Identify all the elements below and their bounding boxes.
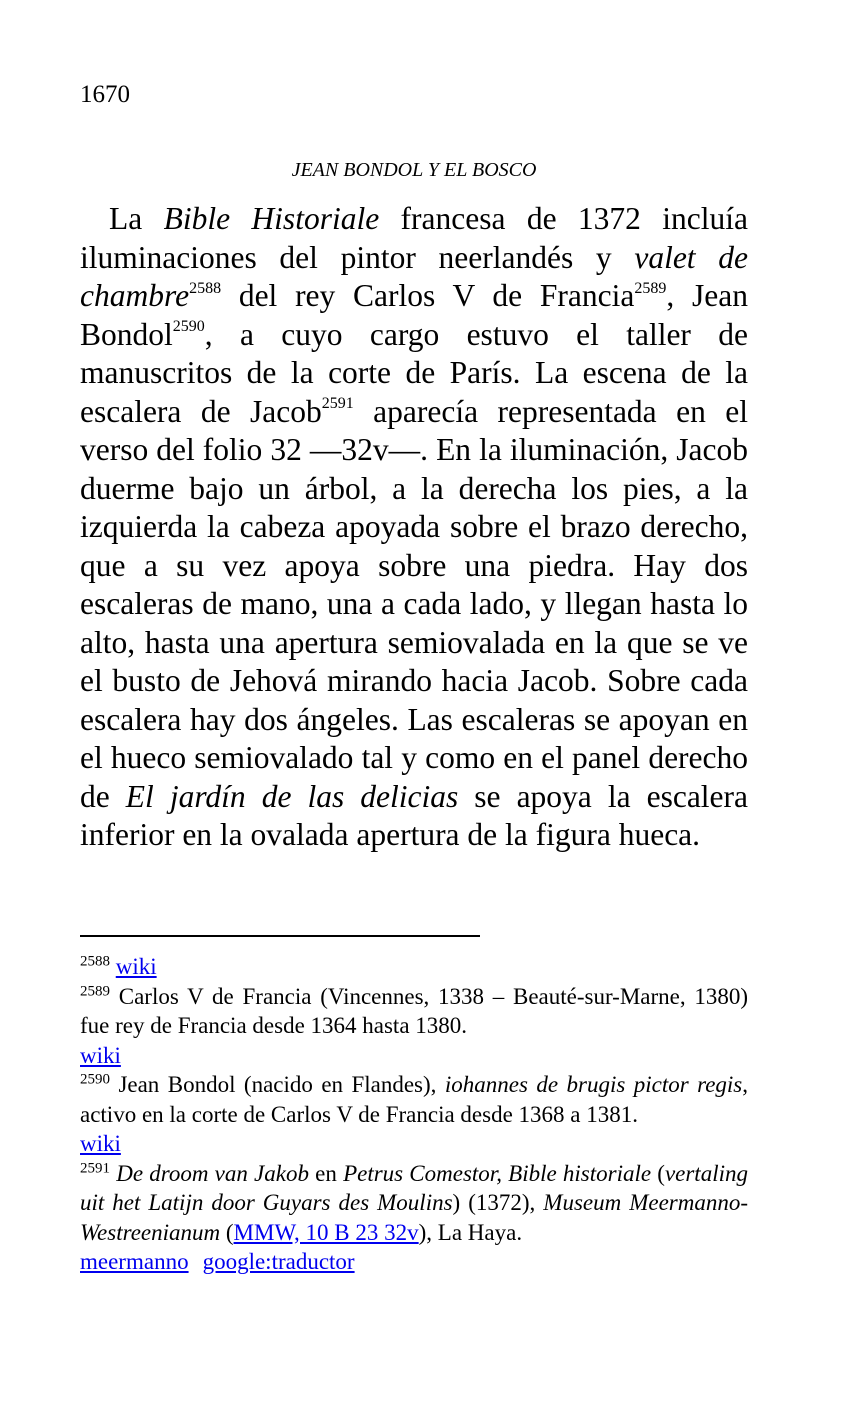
footnote-text: ( [220, 1219, 234, 1245]
footnote-text: en [308, 1160, 344, 1186]
footnote-italic: De droom van Jakob [116, 1160, 309, 1186]
text-run: francesa de 1372 incluía iluminaciones del pintor neerlandés y [80, 201, 748, 275]
italic-title: Bible Historiale [163, 201, 380, 236]
footnote-text: ), La Haya. [418, 1219, 523, 1245]
footnote-link-line [80, 1129, 748, 1159]
meermanno-link[interactable]: meermanno [80, 1249, 189, 1274]
footnote-ref[interactable]: 2590 [172, 318, 205, 335]
text-run: se apoya la escalera inferior en la ovalada apertura de la figura hueca. [80, 778, 749, 852]
footnote-link-line [80, 1041, 748, 1071]
footnote-number: 2590 [80, 1071, 110, 1088]
wiki-link[interactable]: wiki [80, 1131, 121, 1156]
footnote-ref[interactable]: 2591 [321, 395, 354, 412]
footnote-text: ) (1372), [452, 1190, 544, 1215]
footnote-2589 [80, 982, 748, 1041]
footnote-italic: Petrus Comestor, Bible historiale [343, 1160, 652, 1186]
italic-title: El jardín de las delicias [125, 778, 459, 814]
footnote-italic: iohannes de brugis pictor regis [444, 1072, 743, 1097]
footnote-italic: Museum Meermanno-Westreenianum [80, 1190, 749, 1245]
footnote-text: Jean Bondol (nacido en Flandes), [118, 1072, 445, 1097]
wiki-link[interactable]: wiki [80, 1042, 121, 1068]
wiki-link[interactable]: wiki [115, 954, 157, 979]
text-run: La [109, 201, 164, 236]
google-translator-link[interactable]: google:traductor [202, 1249, 355, 1274]
footnote-2588 [80, 952, 748, 982]
footnote-italic: vertaling uit het Latijn door Guyars des Moulins [80, 1160, 748, 1215]
footnote-ref[interactable]: 2588 [189, 279, 222, 297]
text-run: , Jean Bondol [80, 278, 748, 352]
running-header: JEAN BONDOL Y EL BOSCO [291, 159, 537, 181]
mmw-link[interactable]: MMW, 10 B 23 32v [233, 1219, 419, 1245]
page-number: 1670 [80, 81, 130, 108]
text-run: del rey Carlos V de Francia [221, 278, 635, 313]
footnote-text: ( [651, 1160, 665, 1186]
body-paragraph [80, 200, 748, 855]
footnotes-section [80, 952, 748, 1277]
footnote-number: 2588 [80, 953, 110, 970]
footnote-2590 [80, 1070, 748, 1129]
text-run: , a cuyo cargo estuvo el taller de manuscritos de la corte de París. La escena de la escalera de Jacob [80, 316, 748, 429]
footnote-separator [80, 935, 480, 937]
italic-term: valet de chambre [80, 239, 748, 313]
footnote-number: 2591 [80, 1159, 110, 1176]
footnote-2591 [80, 1159, 748, 1248]
footnote-text: Carlos V de Francia (Vincennes, 1338 – Beauté-sur-Marne, 1380) fue rey de Francia desde 1364 hasta 1380. [80, 983, 749, 1038]
footnote-ref[interactable]: 2589 [634, 279, 667, 297]
text-run: aparecía representada en el verso del folio 32 —32v—. En la iluminación, Jacob duerme bajo un árbol, a la derecha los pies, a la izquierda la cabeza apoyada sobre el brazo derecho, que a su vez apoya sobre una piedra. Hay dos escaleras de mano, una a cada lado, y llegan hasta lo alto, hasta una apertura semiovalada en la que se ve el busto de Jehová mirando hacia Jacob. Sobre cada escalera hay dos ángeles. Las escaleras se apoyan en el hueco semiovalado tal y como en el panel derecho de [80, 393, 748, 814]
footnote-number: 2589 [80, 982, 110, 999]
footnote-link-row [80, 1247, 748, 1277]
footnote-text: , activo en la corte de Carlos V de Francia desde 1368 a 1381. [80, 1072, 748, 1127]
